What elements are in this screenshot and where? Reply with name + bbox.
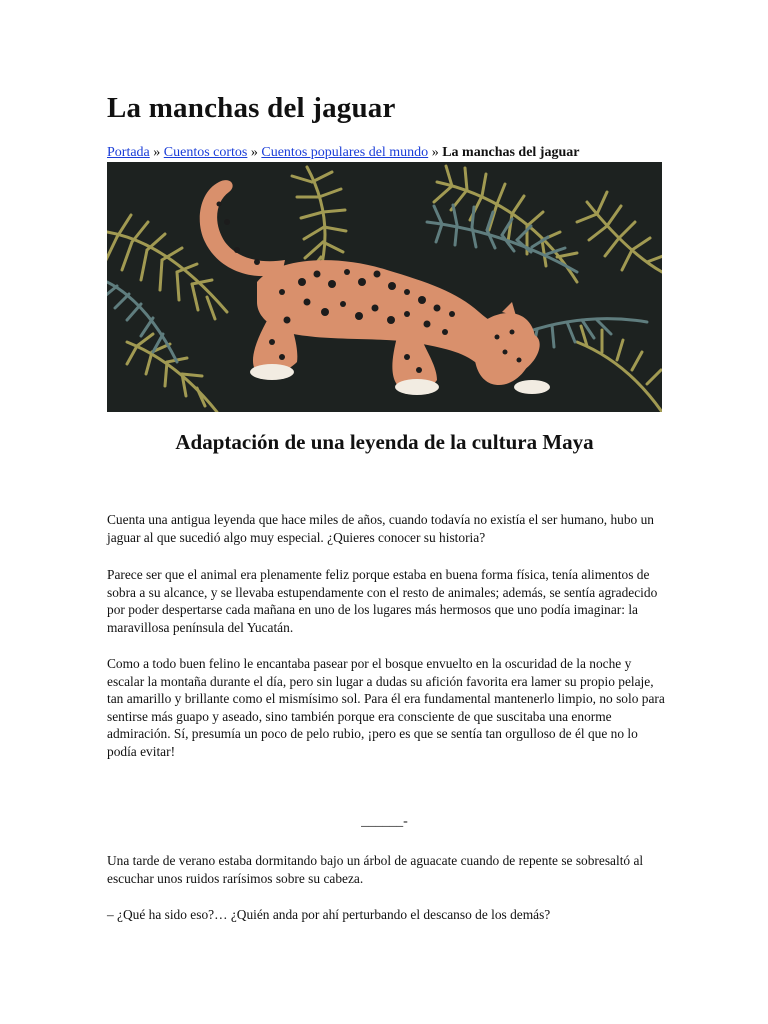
- story-subtitle: Adaptación de una leyenda de la cultura Maya: [175, 430, 594, 454]
- breadcrumb: [107, 145, 579, 161]
- breadcrumb-link-portada[interactable]: Portada: [107, 145, 150, 160]
- breadcrumb-separator: »: [153, 145, 161, 160]
- jaguar-illustration: [107, 162, 662, 412]
- paragraph-2: Parece ser que el animal era plenamente feliz porque estaba en buena forma física, tenía alimentos de sobra a su alcance, y se llevaba estupendamente con el resto de animales; además, se sentía agradecido por poder despertarse cada mañana en uno de los lugares más hermosos que uno podía imaginar: la maravillosa península del Yucatán.: [107, 567, 658, 635]
- paragraph-4: Una tarde de verano estaba dormitando bajo un árbol de aguacate cuando de repente se sobresaltó al escuchar unos ruidos rarísimos sobre su cabeza.: [107, 853, 644, 886]
- breadcrumb-link-cuentos-cortos[interactable]: Cuentos cortos: [163, 145, 248, 160]
- breadcrumb-separator: »: [250, 145, 258, 160]
- paragraph-3: Como a todo buen felino le encantaba pasear por el bosque envuelto en la oscuridad de la noche y escalar la montaña durante el día, pero sin lugar a dudas su afición favorita era lamer su propio pelaje, tan amarillo y brillante como el mismísimo sol. Para él era fundamental mantenerlo limpio, no solo para sentirse más guapo y aseado, sino también porque era consciente de que suscitaba una enorme admiración. Sí, presumía un poco de pelo rubio, ¡pero es que se sentía tan orgulloso de él que no lo podía evitar!: [107, 656, 665, 759]
- breadcrumb-link-cuentos-populares[interactable]: Cuentos populares del mundo: [261, 145, 429, 160]
- jaguar-illustration-graphic: [107, 162, 662, 412]
- section-divider: ______-: [361, 814, 408, 829]
- paragraph-1: Cuenta una antigua leyenda que hace miles de años, cuando todavía no existía el ser humano, hubo un jaguar al que sucedió algo muy especial. ¿Quieres conocer su historia?: [107, 512, 654, 545]
- page-title: La manchas del jaguar: [107, 92, 396, 124]
- paragraph-5: – ¿Qué ha sido eso?… ¿Quién anda por ahí perturbando el descanso de los demás?: [107, 907, 551, 922]
- breadcrumb-separator: »: [431, 145, 439, 160]
- breadcrumb-current: La manchas del jaguar: [442, 145, 580, 160]
